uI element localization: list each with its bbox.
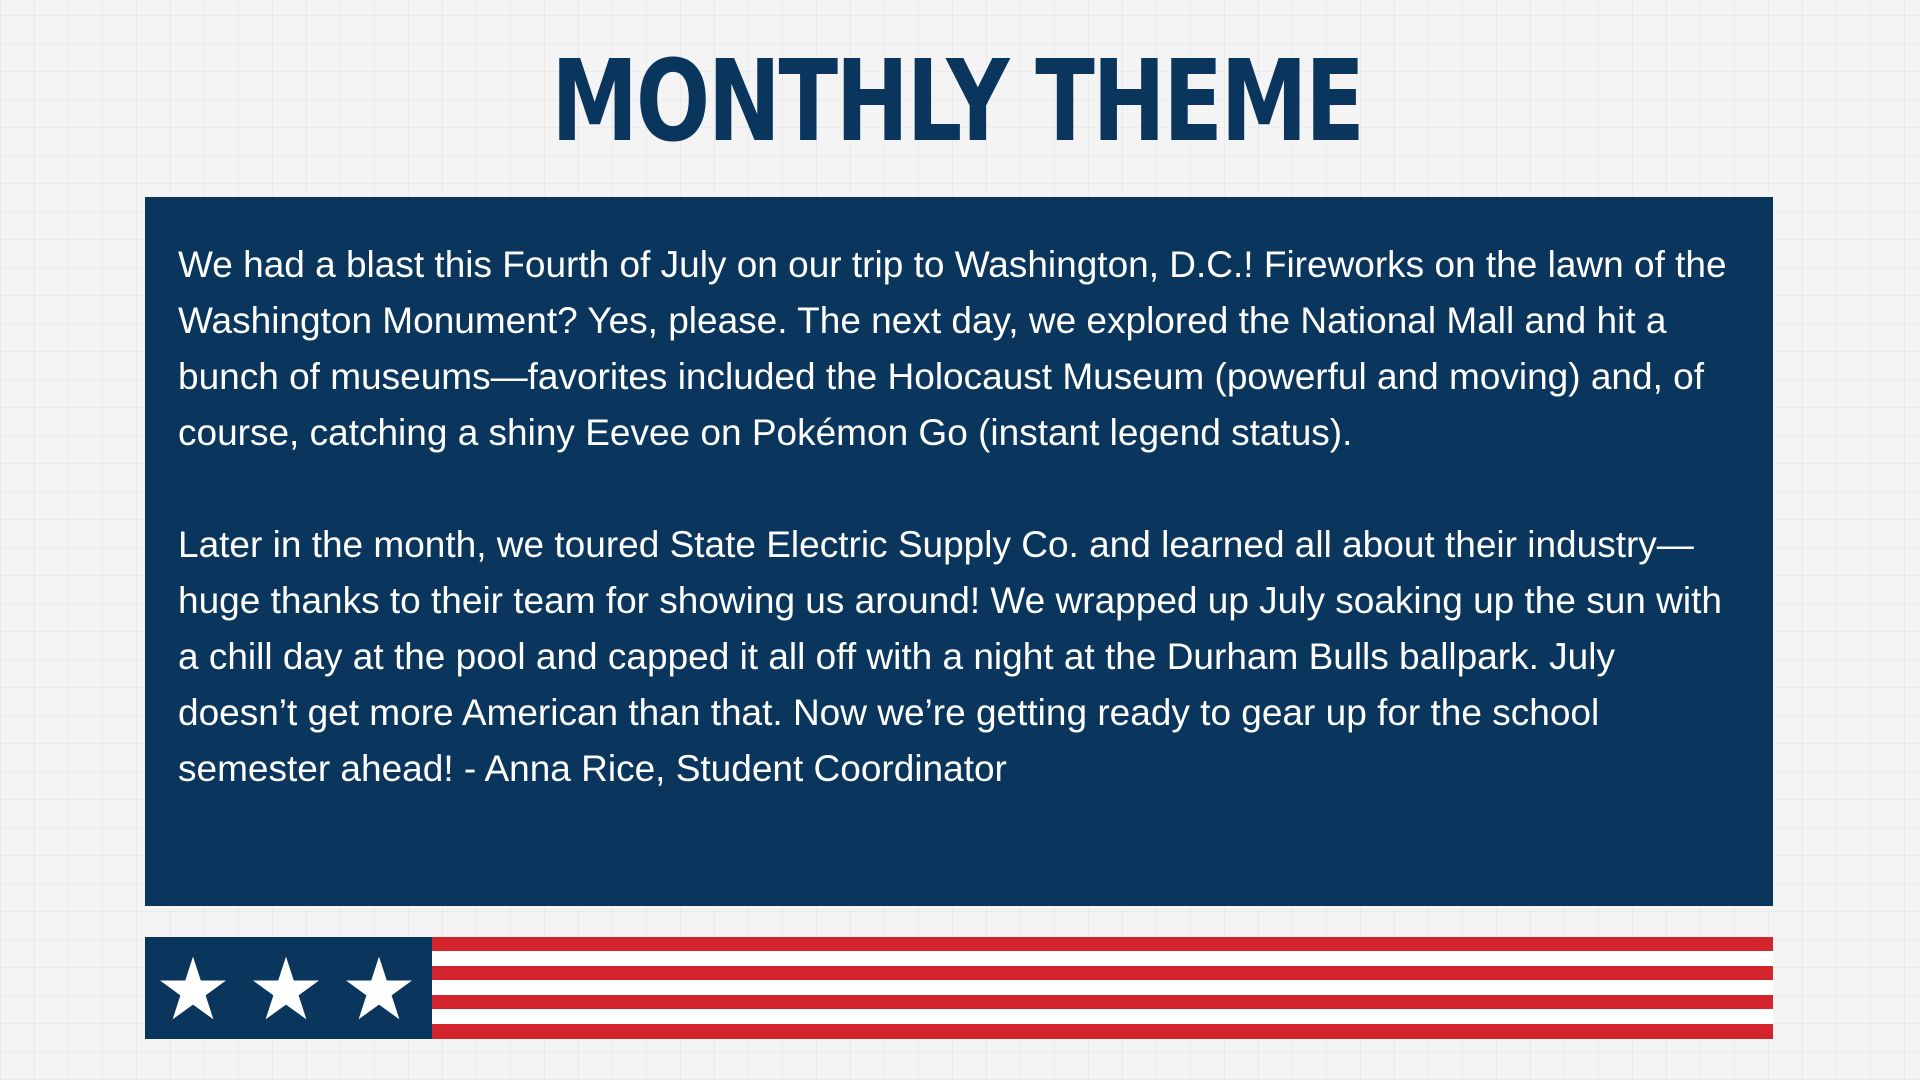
- theme-text-panel: [145, 197, 1773, 906]
- page-title: MONTHLY THEME: [551, 37, 1363, 167]
- star-icon: [253, 956, 319, 1020]
- star-icon: [160, 956, 226, 1020]
- paragraph-later: Later in the month, we toured State Electric Supply Co. and learned all about their industry—huge thanks to their team for showing us around! We wrapped up July soaking up the sun with a chill day at the pool and capped it all off with a night at the Durham Bulls ballpark. July doesn’t get more American than that. Now we’re getting ready to gear up for the school semester ahead! - Anna Rice, Student Coordinator: [178, 524, 1722, 789]
- star-icon: [346, 956, 412, 1020]
- flag-canton: [145, 937, 432, 1039]
- flag-banner: [145, 937, 1773, 1039]
- paragraph-trip: We had a blast this Fourth of July on our trip to Washington, D.C.! Fireworks on the lawn of the Washington Monument? Yes, please. The next day, we explored the National Mall and hit a bunch of museums—favorites included the Holocaust Museum (powerful and moving) and, of course, catching a shiny Eevee on Pokémon Go (instant legend status).: [178, 244, 1727, 453]
